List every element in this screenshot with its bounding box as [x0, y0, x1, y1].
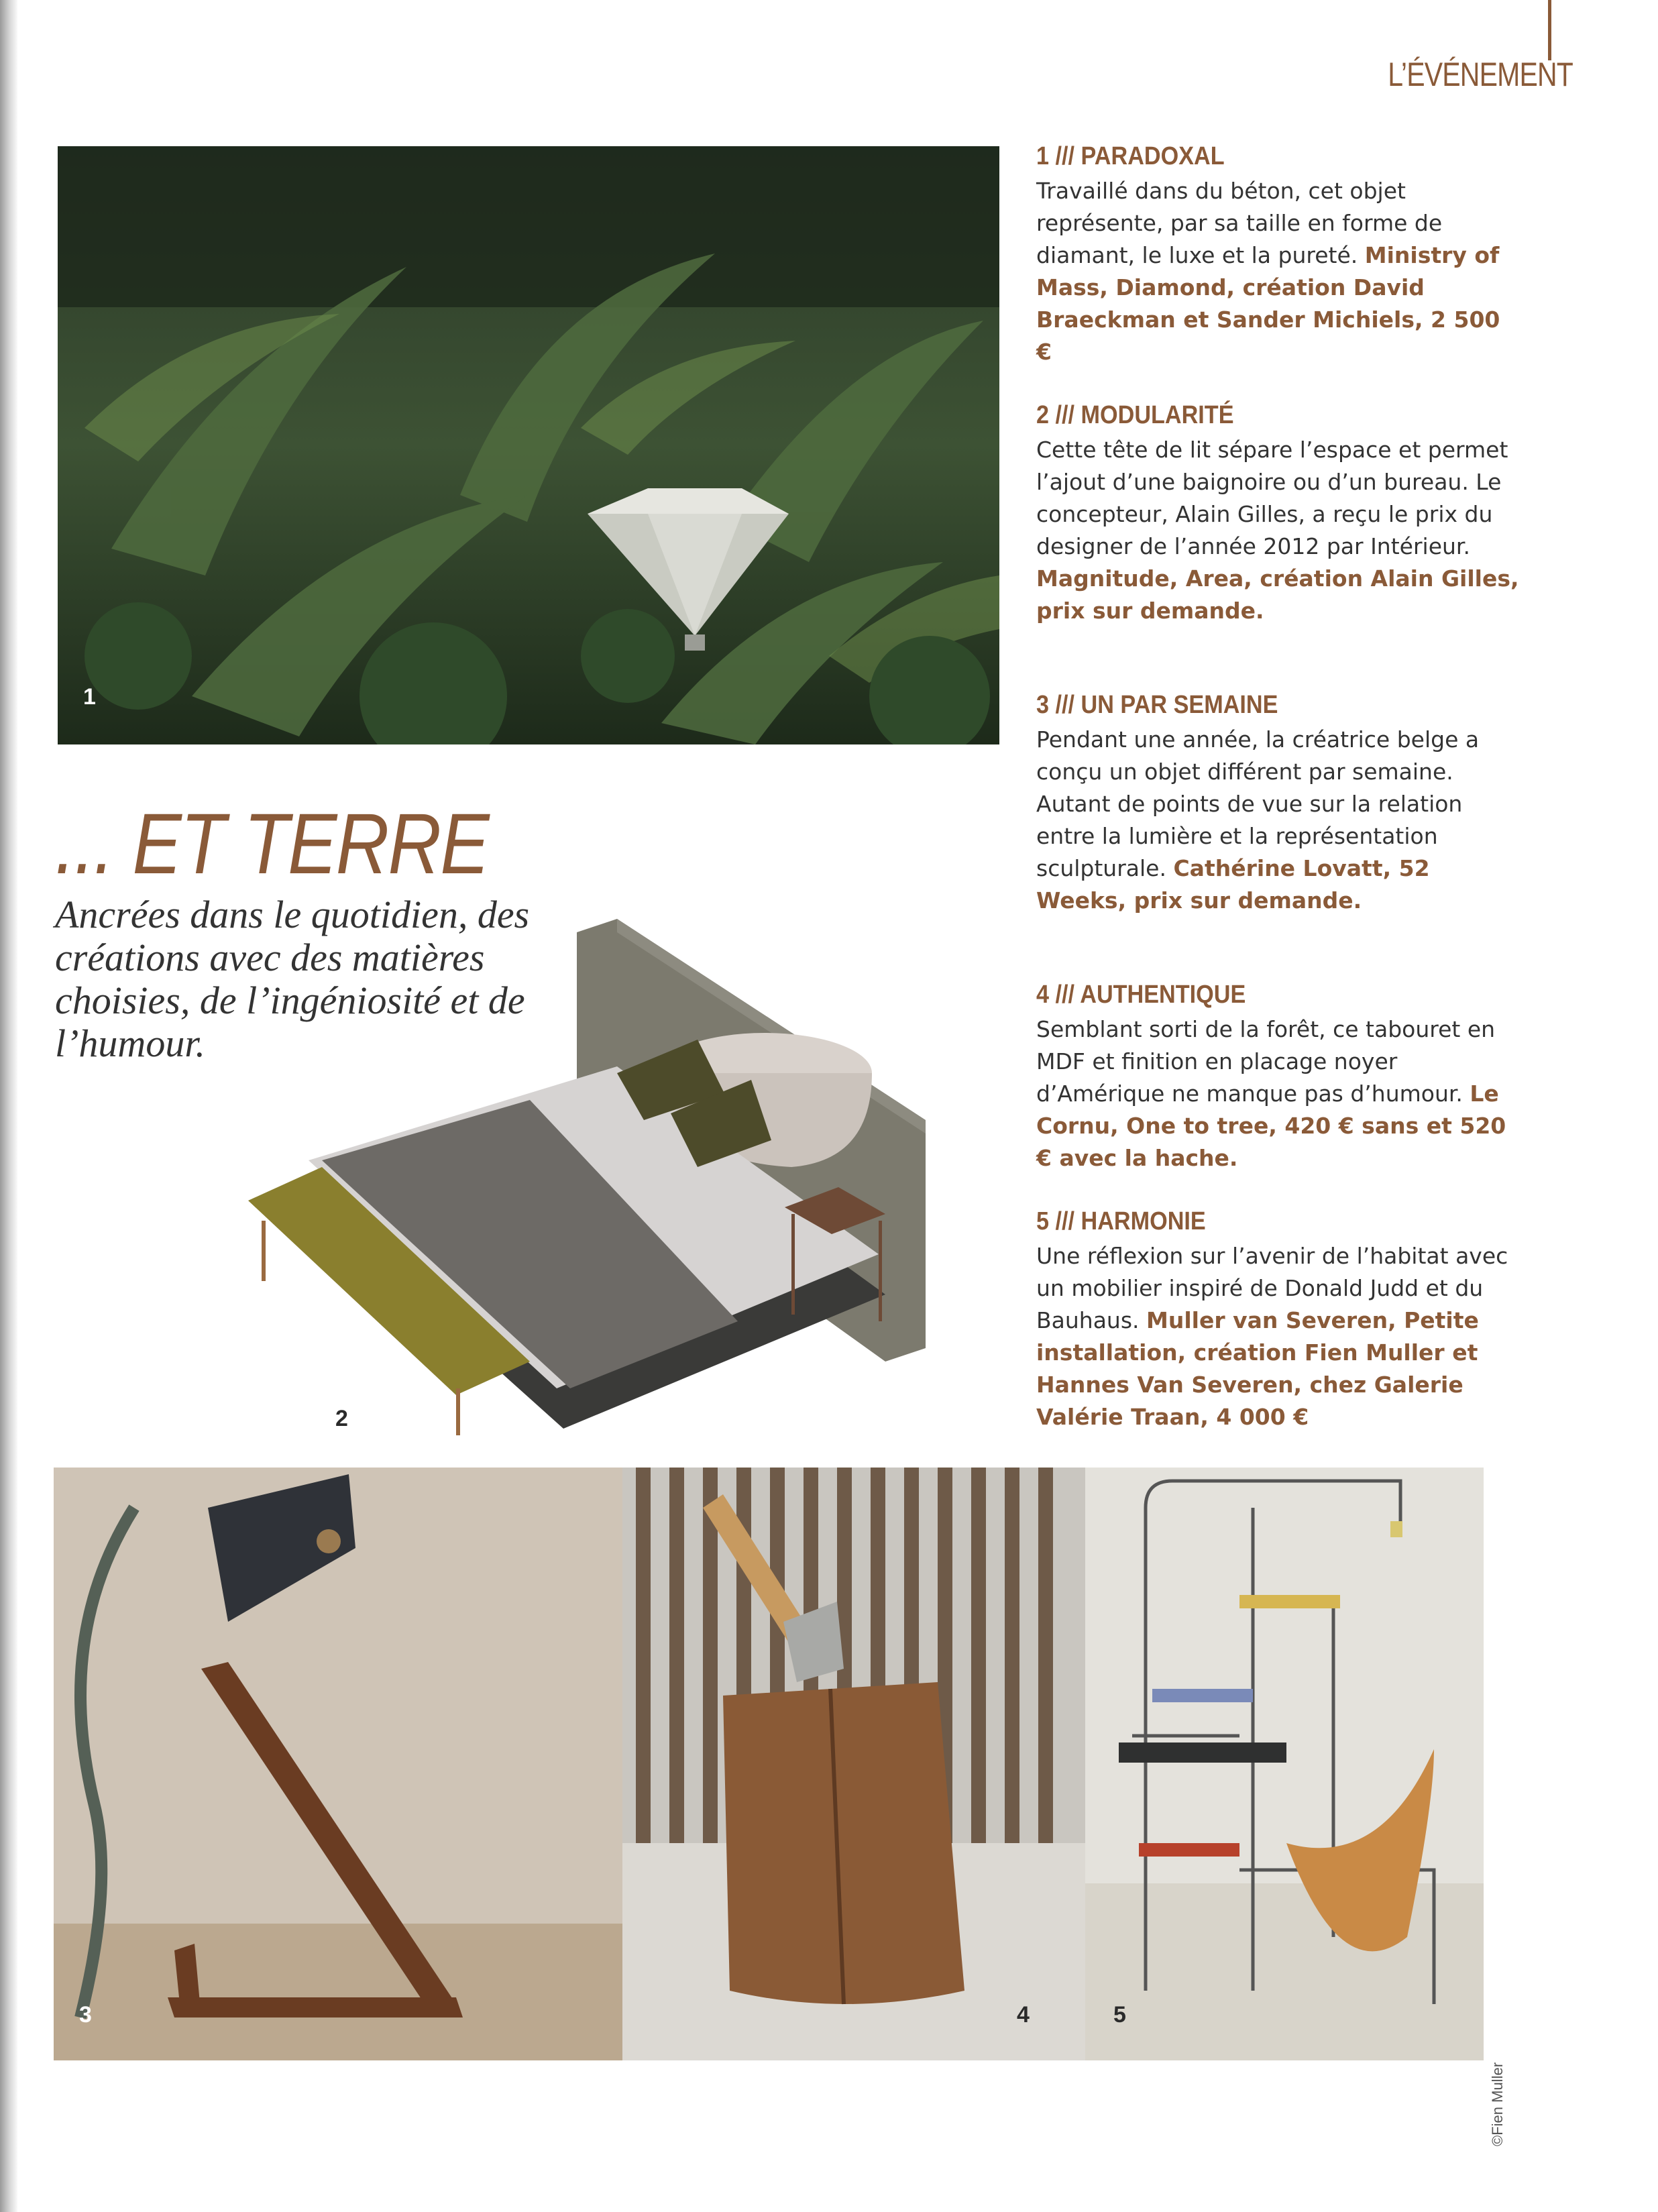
entry-3-body: Pendant une année, la créatrice belge a conçu un objet différent par semaine. Autant de points de vue sur la relation entre la lumière et la représentation sculpturale.: [1036, 726, 1480, 881]
entry-1-body: Travaillé dans du béton, cet objet représente, par sa taille en forme de diamant, le luxe et la pureté.: [1036, 178, 1443, 268]
photo-credit-text: ©Fien Muller: [1489, 2062, 1506, 2146]
entry-5-title: 5 /// HARMONIE: [1036, 1207, 1206, 1235]
header-rule: [1548, 0, 1551, 60]
entry-5-text: [1036, 1240, 1519, 1433]
entry-3-credit: Cathérine Lovatt, 52 Weeks, prix sur demande.: [1036, 855, 1430, 914]
photo-1-diamond-sculpture-in-ferns-icon: [58, 146, 999, 744]
section-subtitle: Ancrées dans le quotidien, des créations avec des matières choisies, de l’ingéniosité et de l’humour.: [55, 893, 530, 1065]
entry-5-body: Une réflexion sur l’avenir de l’habitat avec un mobilier inspiré de Donald Judd et du Bauhaus.: [1036, 1243, 1508, 1333]
page-spine-shadow: [0, 0, 17, 2212]
photo-2-number: 2: [335, 1406, 348, 1431]
entry-5-credit: Muller van Severen, Petite installation, création Fien Muller et Hannes Van Severen, chez Galerie Valérie Traan, 4 000 €: [1036, 1307, 1479, 1430]
section-header: L’ÉVÉNEMENT: [1388, 56, 1573, 93]
photo-4-log-stool-with-axe-icon: [622, 1468, 1085, 2060]
entry-4-text: [1036, 1013, 1519, 1174]
entry-2-title: 2 /// MODULARITÉ: [1036, 401, 1234, 429]
entry-4: [1036, 981, 1519, 1174]
entry-1: [1036, 142, 1519, 368]
entry-3-text: [1036, 724, 1519, 917]
photo-5-shelf-and-leather-chair-icon: [1085, 1468, 1484, 2060]
photo-3-number: 3: [79, 2002, 92, 2028]
photo-credit: [1489, 2026, 1513, 2146]
entry-5: [1036, 1207, 1519, 1433]
entry-4-credit: Le Cornu, One to tree, 420 € sans et 520 € avec la hache.: [1036, 1081, 1506, 1171]
photo-5-number: 5: [1113, 2002, 1126, 2028]
photo-3-desk-lamp-icon: [54, 1468, 622, 2060]
entry-4-body: Semblant sorti de la forêt, ce tabouret en MDF et finition en placage noyer d’Amérique ne manque pas d’humour.: [1036, 1016, 1496, 1107]
section-title: ... ET TERRE: [55, 796, 489, 892]
entry-2: [1036, 401, 1519, 627]
entry-1-title: 1 /// PARADOXAL: [1036, 142, 1225, 170]
photo-1-number: 1: [83, 684, 96, 710]
entry-4-title: 4 /// AUTHENTIQUE: [1036, 981, 1246, 1009]
photo-2-bed-with-headboard-and-bathtub-icon: [241, 919, 999, 1442]
entry-3: [1036, 691, 1519, 917]
entry-1-text: [1036, 175, 1519, 368]
entry-3-title: 3 /// UN PAR SEMAINE: [1036, 691, 1278, 719]
entry-2-credit: Magnitude, Area, création Alain Gilles, prix sur demande.: [1036, 565, 1519, 624]
photo-4-number: 4: [1017, 2002, 1030, 2028]
entry-2-text: [1036, 434, 1519, 627]
entry-2-body: Cette tête de lit sépare l’espace et permet l’ajout d’une baignoire ou d’un bureau. Le concepteur, Alain Gilles, a reçu le prix du designer de l’année 2012 par Intérieur.: [1036, 437, 1508, 559]
entry-1-credit: Ministry of Mass, Diamond, création David Braeckman et Sander Michiels, 2 500 €: [1036, 242, 1500, 365]
